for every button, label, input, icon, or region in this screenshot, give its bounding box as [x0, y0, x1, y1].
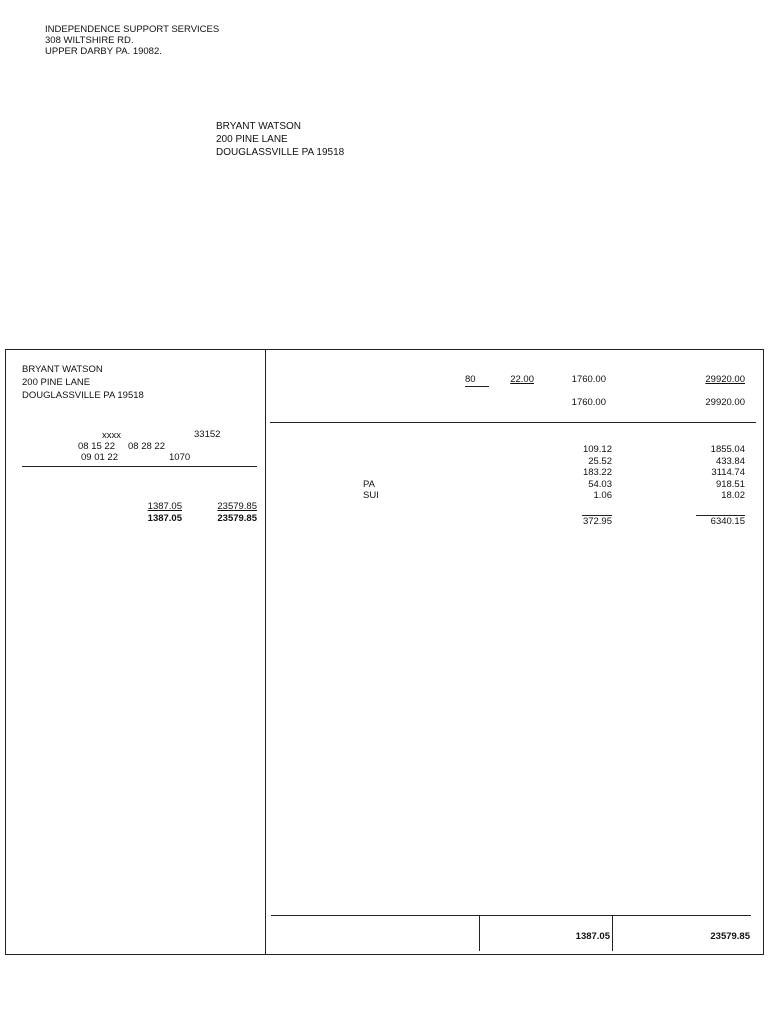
employee-number: 33152 — [194, 429, 221, 440]
pay-date: 09 01 22 — [81, 452, 118, 463]
stub-left-separator — [22, 466, 257, 467]
deduction-label: PA — [363, 479, 375, 490]
stub-employee-address-line2: DOUGLASSVILLE PA 19518 — [22, 390, 144, 401]
recipient-address-line1: 200 PINE LANE — [216, 134, 288, 145]
deductions-total-ytd: 6340.15 — [696, 515, 745, 527]
deduction-current: 1.06 — [593, 490, 612, 501]
sender-address-line1: 308 WILTSHIRE RD. — [45, 35, 134, 46]
deductions-total-current: 372.95 — [582, 516, 612, 527]
net-pay-current: 1387.05 — [147, 501, 182, 512]
earnings-hours: 80 — [465, 375, 489, 387]
stub-employee-name: BRYANT WATSON — [22, 364, 103, 375]
earnings-ytd: 29920.00 — [705, 374, 745, 385]
net-pay-current-total: 1387.05 — [147, 513, 182, 524]
deduction-ytd: 433.84 — [715, 456, 745, 467]
earnings-current: 1760.00 — [571, 374, 606, 385]
footer-separator — [271, 915, 751, 916]
deduction-current: 54.03 — [588, 479, 612, 490]
deduction-ytd: 1855.04 — [710, 444, 745, 455]
check-number: 1070 — [169, 452, 191, 463]
earnings-total-ytd: 29920.00 — [705, 397, 745, 408]
earnings-total-current: 1760.00 — [571, 397, 606, 408]
deduction-ytd: 3114.74 — [711, 467, 745, 478]
deduction-current: 25.52 — [588, 456, 612, 467]
period-start-date: 08 15 22 — [78, 441, 115, 452]
footer-divider-left — [479, 915, 480, 951]
deduction-ytd: 18.02 — [721, 490, 745, 501]
footer-net-current: 1387.05 — [575, 931, 610, 942]
ssn-masked: xxxx — [102, 430, 121, 441]
footer-net-ytd: 23579.85 — [710, 931, 750, 942]
net-pay-ytd-total: 23579.85 — [217, 513, 257, 524]
deduction-current: 183.22 — [582, 467, 612, 478]
sender-name: INDEPENDENCE SUPPORT SERVICES — [45, 24, 220, 35]
stub-column-divider — [265, 349, 266, 955]
footer-divider-right — [612, 915, 613, 951]
stub-employee-address-line1: 200 PINE LANE — [22, 377, 91, 388]
earnings-rate: 22.00 — [510, 374, 534, 385]
net-pay-ytd: 23579.85 — [217, 501, 257, 512]
earnings-separator — [270, 422, 756, 423]
recipient-name: BRYANT WATSON — [216, 121, 302, 132]
period-end-date: 08 28 22 — [128, 441, 165, 452]
deduction-ytd: 918.51 — [715, 479, 745, 490]
sender-address-line2: UPPER DARBY PA. 19082. — [45, 46, 162, 57]
deduction-current: 109.12 — [582, 444, 612, 455]
deduction-label: SUI — [363, 490, 379, 501]
recipient-address-line2: DOUGLASSVILLE PA 19518 — [216, 147, 345, 158]
